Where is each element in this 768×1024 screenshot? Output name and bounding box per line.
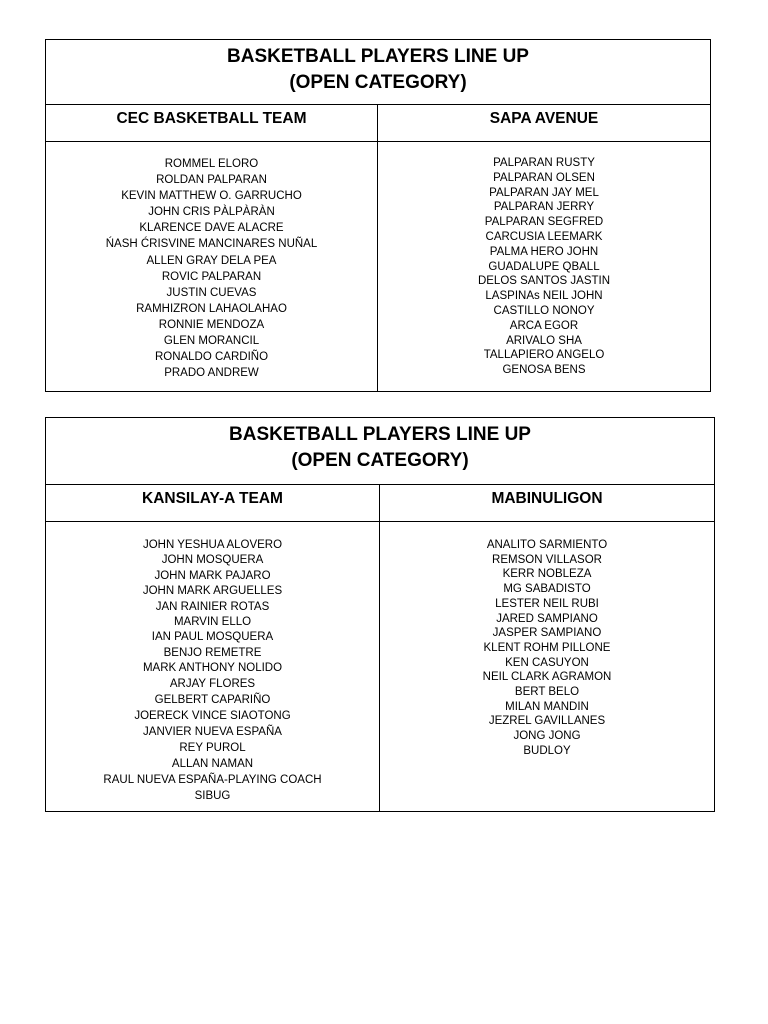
player-name: IAN PAUL MOSQUERA xyxy=(151,631,274,644)
player-name: PALPARAN OLSEN xyxy=(493,171,595,184)
player-name: JOHN YESHUA ALOVERO xyxy=(142,539,283,551)
player-name: PALMA HERO JOHN xyxy=(489,245,599,258)
player-name: PALPARAN SEGFRED xyxy=(484,216,604,229)
player-name: KEN CASUYON xyxy=(505,656,589,669)
player-name: BENJO REMETRE xyxy=(163,646,262,659)
player-name: CASTILLO NONOY xyxy=(493,304,595,317)
player-name: RONALDO CARDIÑO xyxy=(154,351,269,364)
player-name: JONG JONG xyxy=(513,730,581,743)
roster-left xyxy=(46,522,380,811)
player-name: JARED SAMPIANO xyxy=(496,612,598,625)
player-name: ROMMEL ELORO xyxy=(164,158,259,170)
player-name: GLEN MORANCIL xyxy=(163,335,260,348)
player-name: ALLEN GRAY DELA PEA xyxy=(146,254,277,267)
lineup-title xyxy=(46,40,710,105)
player-name: BERT BELO xyxy=(514,686,580,699)
player-name: RONNIE MENDOZA xyxy=(158,318,265,331)
player-name: MG SABADISTO xyxy=(503,583,591,596)
player-name: JASPER SAMPIANO xyxy=(492,627,602,640)
player-name: BUDLOY xyxy=(523,744,571,757)
player-name: ROVIC PALPARAN xyxy=(161,270,262,283)
player-name: JOHN CRIS PÀLPÀRÀN xyxy=(148,206,275,219)
roster-right xyxy=(378,142,710,391)
player-name: TALLAPIERO ANGELO xyxy=(483,349,605,362)
team-name-left: KANSILAY-A TEAM xyxy=(46,485,380,522)
lineup-table xyxy=(45,39,711,392)
title-line-2: (OPEN CATEGORY) xyxy=(289,72,467,93)
player-name: JANVIER NUEVA ESPAÑA xyxy=(143,726,282,739)
player-name: ANALITO SARMIENTO xyxy=(486,539,608,551)
player-name: REY PUROL xyxy=(179,742,246,755)
player-name: JUSTIN CUEVAS xyxy=(166,286,257,299)
player-name: RAUL NUEVA ESPAÑA-PLAYING COACH xyxy=(103,774,322,787)
player-name: ARJAY FLORES xyxy=(169,677,256,690)
roster-left xyxy=(46,142,378,391)
player-name: GELBERT CAPARIÑO xyxy=(154,694,271,707)
title-line-2: (OPEN CATEGORY) xyxy=(291,450,469,471)
player-name: KLENT ROHM PILLONE xyxy=(483,641,611,654)
player-name: KLARENCE DAVE ALACRE xyxy=(139,222,284,235)
player-name: JEZREL GAVILLANES xyxy=(488,715,606,728)
player-name: REMSON VILLASOR xyxy=(492,553,602,566)
player-name: KEVIN MATTHEW O. GARRUCHO xyxy=(121,190,302,203)
player-name: GUADALUPE QBALL xyxy=(488,260,600,273)
player-name: ARCA EGOR xyxy=(509,319,579,332)
player-name: ALLAN NAMAN xyxy=(171,758,254,771)
team-name-left: CEC BASKETBALL TEAM xyxy=(46,105,378,142)
player-name: RAMHIZRON LAHAOLAHAO xyxy=(136,302,287,315)
player-name: ARIVALO SHA xyxy=(506,334,582,347)
title-line-1: BASKETBALL PLAYERS LINE UP xyxy=(229,424,531,445)
player-name: MARK ANTHONY NOLIDO xyxy=(142,662,283,675)
roster-right xyxy=(380,522,714,811)
title-line-1: BASKETBALL PLAYERS LINE UP xyxy=(227,46,529,67)
player-name: LASPINAs NEIL JOHN xyxy=(485,290,603,303)
team-name-right: SAPA AVENUE xyxy=(378,105,710,142)
player-name: LESTER NEIL RUBI xyxy=(495,597,599,610)
lineup-title xyxy=(46,418,714,485)
lineup-table xyxy=(45,417,715,812)
player-name: PALPARAN JERRY xyxy=(493,201,595,214)
player-name: MILAN MANDIN xyxy=(505,700,589,713)
player-name: JOHN MARK ARGUELLES xyxy=(142,585,283,598)
player-name: MARVIN ELLO xyxy=(173,616,252,629)
player-name: GENOSA BENS xyxy=(502,364,586,377)
player-name: PRADO ANDREW xyxy=(164,367,259,380)
player-name: ŃASH ĆRISVINE MANCINARES NUÑAL xyxy=(105,238,318,251)
player-name: DELOS SANTOS JASTIN xyxy=(477,275,611,288)
player-name: PALPARAN RUSTY xyxy=(493,157,595,169)
player-name: JOHN MARK PAJARO xyxy=(154,569,271,582)
player-name: CARCUSIA LEEMARK xyxy=(485,230,603,243)
player-name: SIBUG xyxy=(194,790,231,803)
player-name: ROLDAN PALPARAN xyxy=(156,174,267,187)
team-name-right: MABINULIGON xyxy=(380,485,714,522)
player-name: JAN RAINIER ROTAS xyxy=(155,600,270,613)
player-name: JOHN MOSQUERA xyxy=(161,554,264,567)
player-name: JOERECK VINCE SIAOTONG xyxy=(134,710,291,723)
player-name: PALPARAN JAY MEL xyxy=(489,186,599,199)
player-name: NEIL CLARK AGRAMON xyxy=(482,671,612,684)
player-name: KERR NOBLEZA xyxy=(502,568,592,581)
